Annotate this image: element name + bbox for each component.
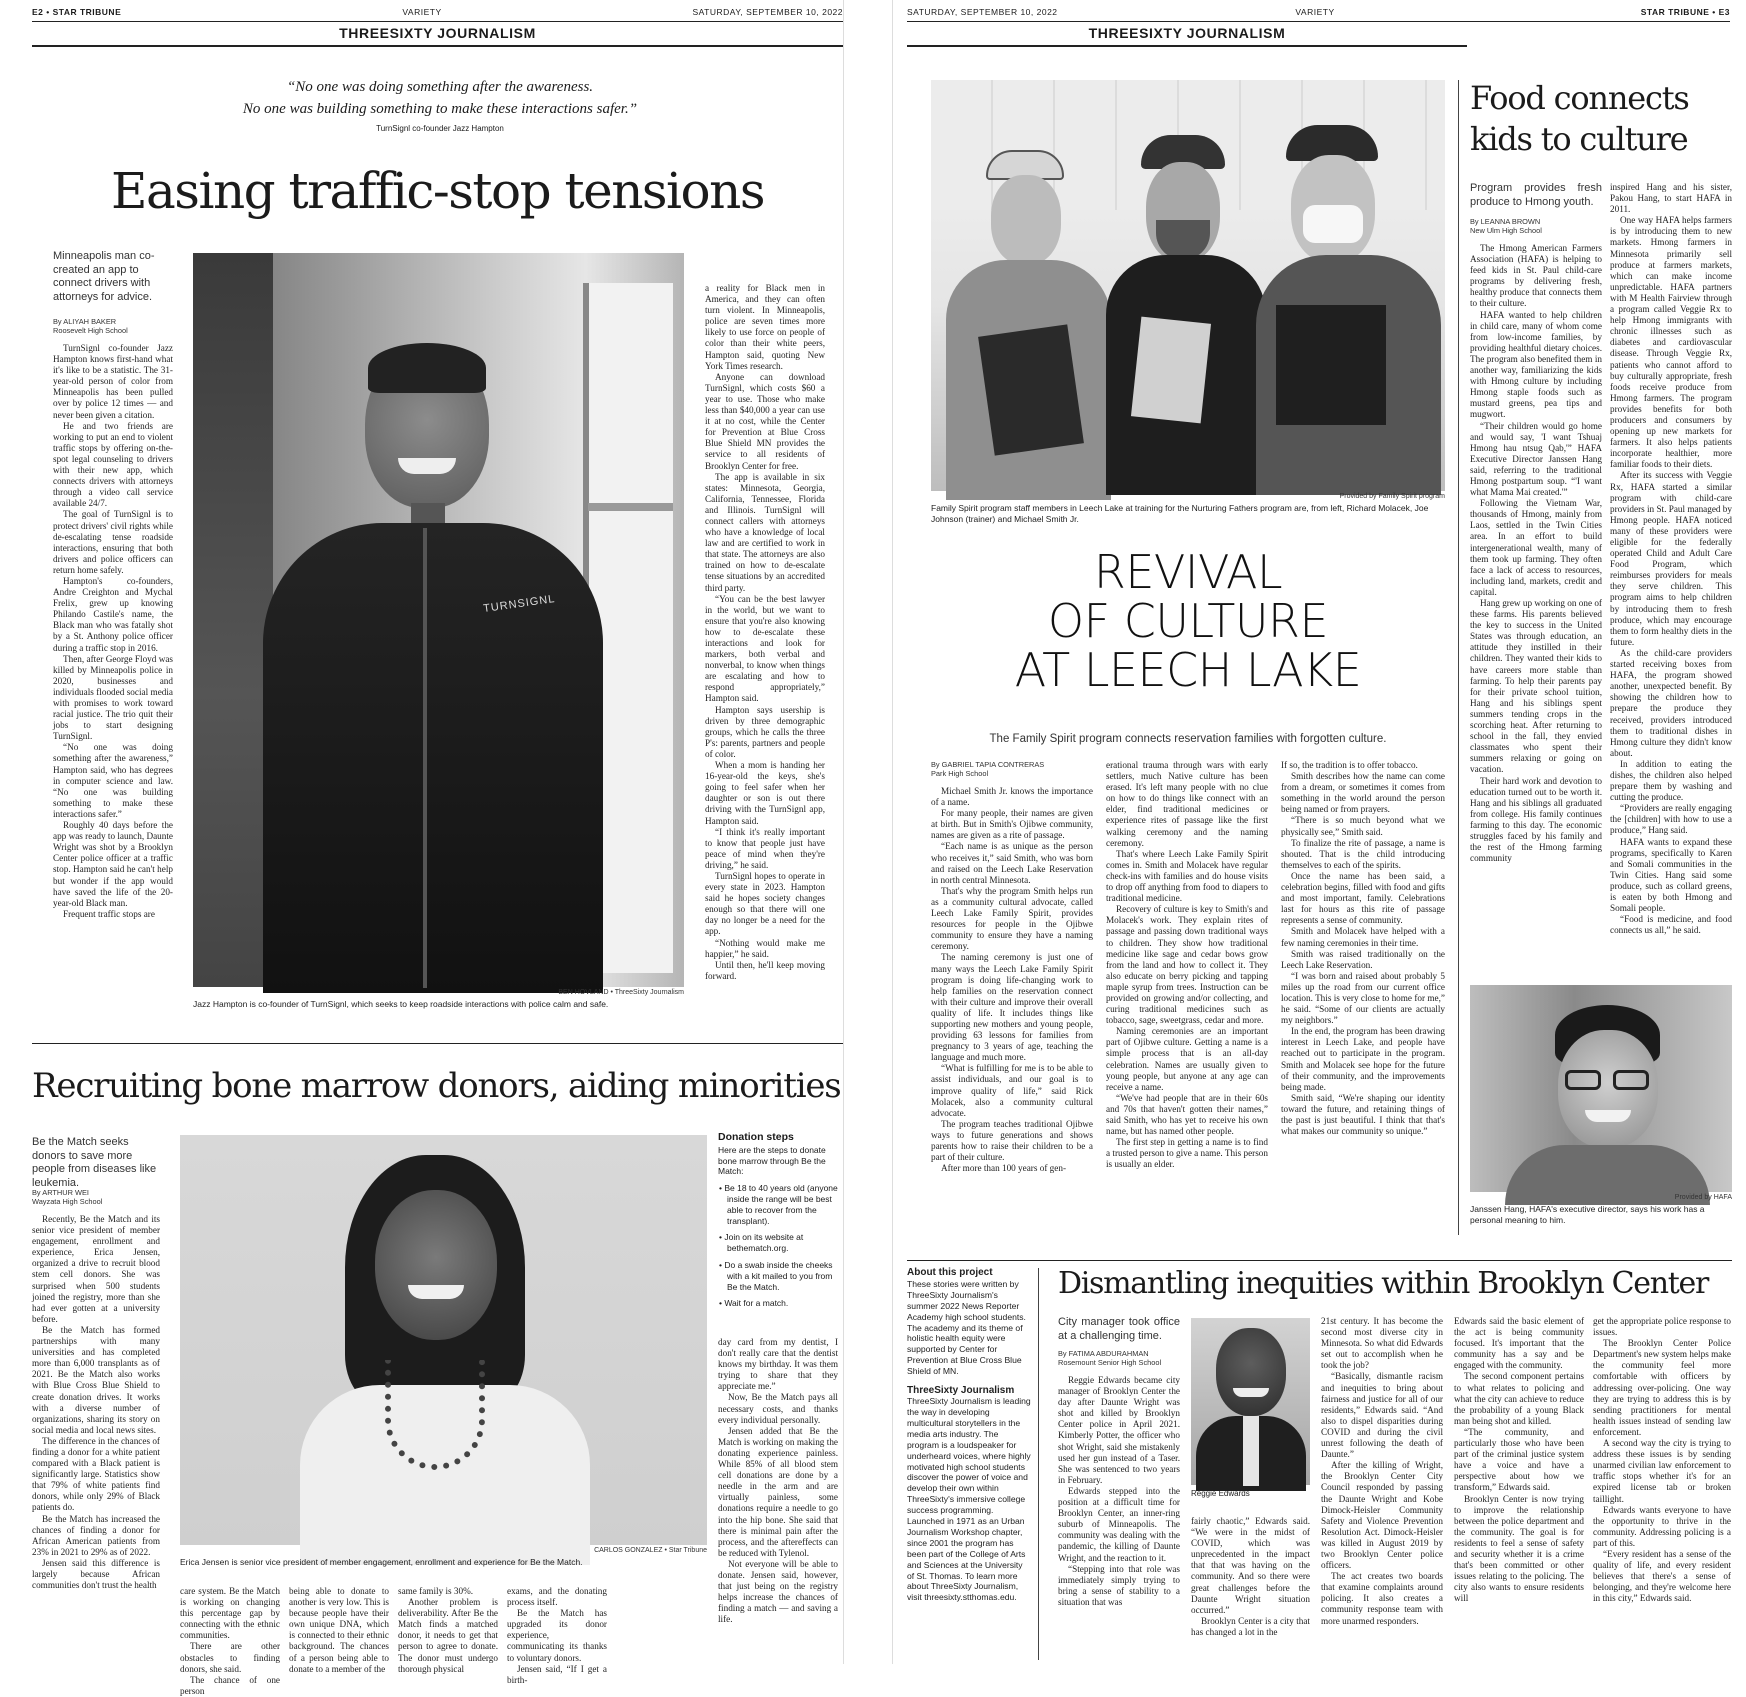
portrait-shirt (1243, 1416, 1259, 1486)
paragraph: fairly chaotic,” Edwards said. “We were in the midst of COVID, which was unprecedented in the impact that that was having on the community. And so there were great challenges before the Daunte Wright situation occurred.” (1191, 1516, 1310, 1615)
paragraph: Smith and Molacek have helped with a few naming ceremonies in their time. (1281, 926, 1445, 948)
headline: Easing traffic-stop tensions (110, 162, 765, 220)
header-rule (907, 21, 1730, 22)
paragraph: a reality for Black men in America, and they can often turn violent. In Minneapolis, police are seven times more likely to use force on people of color than their white peers, Hampton said, quoting New York Times research. (705, 283, 825, 371)
paragraph: Smith said, “We're shaping our identity toward the future, and retaining things of the past is just beautiful. I think that that's what makes our community so unique.” (1281, 1092, 1445, 1137)
paragraph: Smith was raised traditionally on the Leech Lake Reservation. (1281, 948, 1445, 970)
paragraph: care system. Be the Match is working on changing this percentage gap by connecting with the ethnic communities. (180, 1586, 280, 1641)
bc-byline: By FATIMA ABDURAHMAN (1058, 1349, 1149, 1358)
article-column-j (1593, 1316, 1731, 1662)
article-column-b (1106, 760, 1268, 1225)
paragraph: That's where Leech Lake Family Spirit comes in. Smith and Molacek have regular check-ins with families and do house visits to drop off anything from food to diapers to traditional medicine. (1106, 848, 1268, 904)
paragraph: The chance of one person (180, 1674, 280, 1696)
article-column-2 (705, 283, 825, 1010)
paragraph: After more than 100 years of gen- (941, 1163, 1067, 1174)
paragraph: Edwards wants everyone to have the opportunity to thrive in the community. Addressing policing is a part of this. (1593, 1504, 1731, 1548)
paragraph: Brooklyn Center is now trying to improve the relationship between the police department and the community. The goal is for residents to feel a sense of safety and security whether it is a crime that's been committed or other issues relating to the policing. The city also wants to ensure residents will (1454, 1493, 1584, 1604)
pull-quote-attribution: TurnSignl co-founder Jazz Hampton (376, 124, 504, 133)
paragraph: Recovery of culture is key to Smith's and Molacek's work. They explain rites of passage and passing down traditional ways to children. They show how traditional medicine like sage and cedar bows grow from the land and how to collect it. They also educate on berry picking and tapping maple syrup from trees. Instruction can be provided on growing and/or collecting, and curing traditional medicines such as tobacco, sage, sweetgrass, cedar and more. (1106, 904, 1268, 1026)
paragraph: He and two friends are working to put an end to violent traffic stops by offering on-the-spot legal counseling to drivers with their new app, which connects drivers with attorneys through a video call service available 24/7. (53, 420, 173, 509)
photo-shadow (193, 253, 273, 987)
page-folio: E2 • STAR TRIBUNE (32, 7, 122, 17)
paragraph: The first step in getting a name is to find a trusted person to give a name. This person is usually an elder. (1106, 1137, 1268, 1170)
story-divider (907, 1260, 1732, 1261)
paragraph: Until then, he'll keep moving forward. (705, 959, 825, 981)
paragraph: “Food is medicine, and food connects us all,” he said. (1610, 914, 1732, 936)
paragraph: The Hmong American Farmers Association (HAFA) is helping to feed kids in St. Paul child-care programs by delivering fresh, healthy produce that connects them to their culture. (1470, 243, 1602, 309)
person-1-face (991, 175, 1061, 265)
paragraph: 21st century. It has become the second most diverse city in Minnesota. So what did Edwards set out to accomplish when he took the job? (1321, 1316, 1443, 1371)
photo-family-spirit (931, 80, 1445, 491)
paragraph: There are other obstacles to finding donors, she said. (180, 1641, 280, 1674)
portrait-face (375, 1190, 497, 1340)
paragraph: “I think it's really important to know that people just have peace of mind when they're driving,” he said. (705, 826, 825, 870)
page-date: SATURDAY, SEPTEMBER 10, 2022 (907, 7, 1058, 17)
box-item-text: Join on its website at bethematch.org. (724, 1232, 804, 1254)
pull-quote (100, 76, 780, 120)
paragraph: After the killing of Wright, the Brooklyn Center City Council responded by passing the Daunte Wright and Kobe Dimock-Heisler Community Safety and Violence Prevention Resolution Act. Dimock-Heisler was killed in August 2019 by two Brooklyn Center police officers. (1321, 1460, 1443, 1571)
page-e2 (0, 0, 843, 1696)
photo-caption-reggie: Reggie Edwards (1191, 1489, 1250, 1498)
headline-line: kids to culture (1470, 120, 1688, 158)
portrait-smile (398, 458, 456, 474)
photo-credit-2: CARLOS GONZALEZ • Star Tribune (594, 1547, 707, 1554)
paragraph: TurnSignl co-founder Jazz Hampton knows first-hand what it's like to be a statistic. The 31-year-old person of color from Minneapolis has been pulled over by police 12 times — and never been given a citation. (53, 343, 173, 420)
pull-quote-line-2: No one was building something to make these interactions safer.” (242, 101, 638, 117)
photo-credit: Provided by Family Spirit program (1339, 493, 1445, 500)
article-column-5 (289, 1586, 389, 1674)
paragraph: The app is available in six states: Minnesota, Georgia, California, Tennessee, Florida and Illinois. TurnSignl will connect callers with attorneys who have a knowledge of local law and are certified to work in that state. The attorneys are also trained on how to de-escalate tense situations by an accredited third party. (705, 471, 825, 593)
article-column-i (1454, 1316, 1584, 1662)
deck: Minneapolis man co-created an app to connect drivers with attorneys for advice. (53, 250, 155, 303)
paragraph: If so, the tradition is to offer tobacco. (1281, 760, 1418, 770)
bc-byline-school: Rosemount Senior High School (1058, 1358, 1162, 1367)
paragraph: “Providers are really engaging the [children] with how to use a produce,” Hang said. (1610, 803, 1732, 836)
food-deck: Program provides fresh produce to Hmong youth. (1470, 182, 1602, 208)
byline: By GABRIEL TAPIA CONTRERAS (931, 760, 1045, 769)
photo-erica-jensen (180, 1135, 707, 1545)
article-column-d (1470, 182, 1602, 969)
headline-line: Food connects (1470, 79, 1689, 117)
bc-deck: City manager took office at a challenging time. (1058, 1316, 1180, 1342)
article-column-h (1321, 1316, 1443, 1662)
paragraph: Reggie Edwards became city manager of Brooklyn Center the day after Daunte Wright was shot and killed by Brooklyn Center police in April 2021. Kimberly Potter, the officer who shot Wright, said she mistakenly used her gun instead of a Taser. She was sentenced to two years in February. (1058, 1375, 1180, 1485)
paragraph: Not everyone will be able to donate. Jensen said, however, that just being on the registry helps increase the chances of finding a match — and saving a life. (718, 1558, 838, 1625)
paragraph: The difference in the chances of finding a donor for a white patient compared with a Black patient is significantly large. Statistics show that 79% of white patients find donors, while only 29% of Black patients do. (32, 1435, 160, 1513)
paragraph: Be the Match has upgraded its donor experience, communicating its thanks to voluntary donors. (507, 1608, 607, 1663)
box-item: • Join on its website at bethematch.org. (719, 1232, 804, 1254)
paragraph: That's why the program Smith helps run as a community cultural advocate, called Leech Lake Family Spirit, provides resources for people in the Ojibwe community to ensure they have a naming ceremony. (931, 885, 1093, 952)
header-rule (32, 21, 843, 22)
paragraph: Frequent traffic stops are (63, 908, 155, 919)
headline-line: OF CULTURE (1047, 594, 1329, 648)
paragraph: Jensen added that Be the Match is working on making the donating experience painless. While 85% of all blood stem cell donations are done by a needle in the arm and are virtually painless, some donations require a needle to go into the hip bone. She said that there is minimal pain after the process, and the aftereffects can be reduced with Tylenol. (718, 1425, 838, 1558)
jacket-logo: TURNSIGNL (482, 593, 557, 615)
section-name: VARIETY (402, 7, 442, 17)
slug-rule (32, 45, 843, 47)
paragraph: Michael Smith Jr. knows the importance of a name. (931, 786, 1093, 808)
box-item-text: Be 18 to 40 years old (anyone inside the range will be best able to recover from the transplant). (724, 1183, 838, 1226)
article-column-6 (398, 1586, 498, 1674)
byline-2: By ARTHUR WEI (32, 1188, 89, 1197)
about-title: About this project (907, 1267, 993, 1278)
paragraph: HAFA wants to expand these programs, specifically to Karen and Somali communities in the Twin Cities. Hang said some produce, such as collard greens, is eaten by both Hmong and Somali people. (1610, 836, 1732, 914)
paragraph: Edwards stepped into the position at a difficult time for Brooklyn Center, an inner-ring suburb of Minneapolis. The community was dealing with the pandemic, the killing of Daunte Wright, and the reaction to it. (1058, 1485, 1180, 1563)
paragraph: Anyone can download TurnSignl, which costs $60 a year to use. Those who make less than $40,000 a year can use it at no cost, while the Center for Prevention at Blue Cross Blue Shield MN provides the service to all residents of Brooklyn Center for free. (705, 371, 825, 471)
portrait-smile (1585, 1110, 1631, 1122)
article-column-1 (53, 317, 173, 1009)
photo-caption: Family Spirit program staff members in Leech Lake at training for the Nurturing Fathers program are, from left, Richard Molacek, Joe Johnson (trainer) and Michael Smith Jr. (931, 503, 1429, 524)
person-2-book (1131, 317, 1211, 424)
portrait-zipper (423, 528, 427, 988)
paragraph: “Stepping into that role was immediately simply trying to bring a sense of stability to a situation that was (1058, 1563, 1180, 1607)
article-column-g (1191, 1516, 1310, 1662)
photo-reggie-edwards (1191, 1318, 1310, 1485)
portrait-smile (1233, 1388, 1269, 1397)
portrait-glasses-right (1613, 1070, 1649, 1090)
paragraph: After its success with Veggie Rx, HAFA started a similar program with child-care providers in St. Paul managed by Hmong people. HAFA noticed many of these providers were eligible for the federally operated Child and Adult Care Food Program, which reimburses providers for meals they serve children. This program aims to help children by introducing them to fresh produce, which may encourage them to form healthy diets in the future. (1610, 470, 1732, 647)
paragraph: The naming ceremony is just one of many ways the Leech Lake Family Spirit program is doing life-changing work to help families on the reservation connect with their culture and improve their overall quality of life. It includes things like supporting new mothers and young people, providing 63 lessons for families from pregnancy to 3 years of age, teaching the language and much more. (931, 952, 1093, 1063)
paragraph: The program teaches traditional Ojibwe ways to future generations and shows parents how to raise their children to be a part of their culture. (931, 1118, 1093, 1163)
byline-school: Roosevelt High School (53, 326, 128, 335)
paragraph: In the end, the program has been drawing interest in Leech Lake, and people have reached out to participate in the program. Smith and Molacek see hope for the future of their community, and the improvements being made. (1281, 1026, 1445, 1092)
paragraph: “No one was doing something after the awareness,” Hampton said, who has degrees in computer science and law. “No one was building something to make these interactions safer.” (53, 742, 173, 819)
paragraph: Hampton says usership is driven by three demographic groups, which he calls the three P's: parents, partners and people of color. (705, 704, 825, 759)
page-gutter (843, 0, 893, 1664)
headline-line: AT LEECH LAKE (1014, 643, 1362, 697)
paragraph: “Nothing would make me happier,” he said. (705, 937, 825, 959)
paragraph: Roughly 40 days before the app was ready to launch, Daunte Wright was shot by a Brooklyn Center police officer at a traffic stop. Hampton said he can't help but wonder if the app would have saved the life of the 20-year-old Black man. (53, 820, 173, 908)
article-column-4 (180, 1586, 280, 1696)
page-folio: STAR TRIBUNE • E3 (1640, 7, 1730, 17)
paragraph: “I was born and raised about probably 5 miles up the road from our current office location. This is very close to home for me,” he said. “Some of our clients are actually my neighbors.” (1281, 970, 1445, 1026)
article-column-c (1281, 760, 1445, 1225)
paragraph: Jensen said this difference is largely because African communities don't trust the health (32, 1557, 160, 1591)
paragraph: Following the Vietnam War, thousands of Hmong, mainly from Laos, settled in the Twin Cities area. In an effort to build intergenerational wealth, many of them took up farming. They often face a lack of access to resources, including land, markets, credit and capital. (1470, 498, 1602, 597)
food-byline: By LEANNA BROWN (1470, 217, 1541, 226)
box-item-text: Wait for a match. (724, 1298, 789, 1309)
box-item: • Be 18 to 40 years old (anyone inside the range will be best able to recover from the transplant). (719, 1183, 838, 1226)
person-3-book (1276, 305, 1386, 425)
paragraph: inspired Hang and his sister, Pakou Hang, to start HAFA in 2011. (1610, 182, 1732, 215)
paragraph: Edwards said the basic element of the act is being community focused. It's important that the community has a say and be engaged with the community. (1454, 1316, 1584, 1371)
paragraph: “Basically, dismantle racism and inequities to bring about fairness and justice for all of our residents,” Edwards said. “And also to dispel disparities during COVID and during the civil unrest following the death of Daunte.” (1321, 1371, 1443, 1460)
article-column-7 (507, 1586, 607, 1685)
paragraph: “Their children would go home and would say, 'I want Tshuaj Hmong hau ntsug Qab,'” HAFA Executive Director Janssen Hang said, referring to the traditional Hmong postpartum soup. “'I want what Mama Mai created.'” (1470, 420, 1602, 498)
paragraph: As the child-care providers started receiving boxes from HAFA, the program showed another, unexpected benefit. By showing the children how to prepare the produce they received, providers introduced them to traditional dishes in Hmong culture they didn't know about. (1610, 647, 1732, 758)
paragraph: “Every resident has a sense of the quality of life, and every resident believes that there's a sense of belonging, and they're welcome here in this city,” Edwards said. (1593, 1548, 1731, 1604)
photo-caption-2: Erica Jensen is senior vice president of member engagement, enrollment and experience for Be the Match. (180, 1557, 583, 1567)
byline-school: Park High School (931, 769, 989, 778)
article-column-a (931, 760, 1093, 1225)
box-item: • Wait for a match. (719, 1298, 789, 1309)
paragraph: The second component pertains to what relates to policing and what the city can achieve to reduce the probability of a young Black man being shot and killed. (1454, 1371, 1584, 1426)
paragraph: day card from my dentist, I don't really care that the dentist knows my birthday. It was them trying to share that they appreciate me.” (718, 1337, 838, 1392)
paragraph: To finalize the rite of passage, a name is shouted. That is the child introducing themselves to each of the spirits. (1281, 837, 1445, 870)
portrait-glasses-left (1565, 1070, 1601, 1090)
paragraph: The Brooklyn Center Police Department's new system helps make the community feel more comfortable with officers by addressing over-policing. One way they are trying to address this is by sending practitioners for mental health issues instead of sending law enforcement. (1593, 1338, 1731, 1437)
headline (931, 545, 1445, 697)
paragraph: Then, after George Floyd was killed by Minneapolis police in 2020, businesses and individuals flooded social media with promises to work toward racial justice. The trio quit their jobs to start designing TurnSignl. (53, 653, 173, 742)
box-title: Donation steps (718, 1131, 794, 1143)
paragraph: Recently, Be the Match and its senior vice president of member engagement, enrollment and experience, Erica Jensen, organized a drive to recruit blood stem cell donors. She was surprised when 500 students joined the registry, more than she had ever gotten at a university before. (32, 1214, 160, 1324)
page-e3 (893, 0, 1746, 1664)
paragraph: One way HAFA helps farmers is by introducing them to new markets. Hmong farmers in Minnesota primarily sell produce at farmers markets, which can make income unpredictable. HAFA partners with M Health Fairview through a program called Veggie Rx to help Hmong immigrants with chronic illnesses such as diabetes and cardiovascular disease. Through Veggie Rx, patients who cannot afford to buy culturally appropriate, fresh foods receive produce from Hmong farmers. The program provides benefits for both producers and consumers by opening up new markets for farmers. It also helps patients incorporate healthier, more familiar foods to their diets. (1610, 215, 1732, 470)
slug-rule (907, 45, 1467, 47)
person-3-mask (1303, 205, 1363, 243)
paragraph: For many people, their names are given at birth. But in Smith's Ojibwe community, names are given as a rite of passage. (931, 808, 1093, 841)
paragraph: Now, Be the Match pays all necessary costs, and thanks every individual personally. (718, 1392, 838, 1425)
column-rule (1458, 80, 1459, 1235)
article-column-3 (32, 1188, 160, 1660)
paragraph: TurnSignl hopes to operate in every state in 2023. Hampton said he hopes society changes enough so that there will one day no longer be a need for the app. (705, 870, 825, 937)
article-column-f (1058, 1316, 1180, 1662)
paragraph: Naming ceremonies are an important part of Ojibwe culture. Getting a name is a simple process that is an all-day celebration. Names are usually given to young people, but anyone at any age can receive a name. (1106, 1026, 1268, 1092)
paragraph: Once the name has been said, a celebration begins, filled with food and gifts and most important, family. Celebrations last for hours as this rite of passage represents a sense of community. (1281, 870, 1445, 926)
paragraph: Hampton's co-founders, Andre Creighton and Mychal Frelix, grew up knowing Philando Castile's name, the Black man who was fatally shot by a St. Anthony police officer during a traffic stop in 2016. (53, 575, 173, 653)
food-byline-school: New Ulm High School (1470, 226, 1542, 235)
box-intro: Here are the steps to donate bone marrow through Be the Match: (718, 1144, 826, 1177)
bc-headline: Dismantling inequities within Brooklyn Center (1058, 1266, 1709, 1301)
photo-jazz-hampton (193, 253, 684, 987)
portrait-smile (408, 1285, 464, 1299)
paragraph: Brooklyn Center is a city that has changed a lot in the (1191, 1615, 1310, 1637)
paragraph: erational trauma through wars with early settlers, much Native culture has been erased. It's left many people with no clue on how to do things like connect with an elder, find traditional medicines or experience rites of passage like the first walking ceremony and the naming ceremony. (1106, 760, 1268, 848)
paragraph: The goal of TurnSignl is to protect drivers' civil rights while de-escalating tense roadside interactions, ensuring that both drivers and police officers can return home safely. (53, 509, 173, 575)
byline-school-2: Wayzata High School (32, 1197, 103, 1206)
paragraph: same family is 30%. (398, 1586, 474, 1596)
paragraph: The act creates two boards that examine complaints around policing. It also creates a community response team with more unarmed responders. (1321, 1571, 1443, 1626)
paragraph: “There is so much beyond what we physically see,” Smith said. (1281, 815, 1445, 837)
paragraph: A second way the city is trying to address these issues is by sending unarmed civilian law enforcement to traffic stops whether it's for an expired license tab or broken taillight. (1593, 1438, 1731, 1504)
page-date: SATURDAY, SEPTEMBER 10, 2022 (692, 7, 843, 17)
paragraph: “What is fulfilling for me is to be able to assist individuals, and our goal is to improve quality of life,” said Rick Molacek, also a community cultural advocate. (931, 1063, 1093, 1118)
paragraph: Their hard work and devotion to education turned out to be worth it. Hang and his siblings all graduated from college. His family continues farming to this day. The economic struggles faced by his family and the rest of the Hmong farming community (1470, 775, 1602, 864)
photo-caption: Jazz Hampton is co-founder of TurnSignl, which seeks to keep roadside interactions with police calm and safe. (193, 999, 609, 1009)
story-divider (32, 1043, 843, 1044)
paragraph: Hang grew up working on one of these farms. His parents believed the key to success in the United States was through education, an attitude they instilled in their children. They wanted their kids to have careers more stable than farming. To help their parents pay for their private school tuition, Hang and his siblings spent summers tending crops in the scorching heat. After returning to school in the fall, they envied classmates who spent their summers relaxing or going on vacation. (1470, 598, 1602, 775)
article-column-e (1610, 182, 1732, 969)
article-column-8 (718, 1337, 838, 1625)
paragraph: When a mom is handing her 16-year-old the keys, she's going to feel safer when her daughter or son is out there driving with the TurnSignl app, Hampton said. (705, 760, 825, 826)
person-1-book (978, 324, 1084, 455)
section-slug: THREESIXTY JOURNALISM (339, 25, 536, 41)
headline-line: REVIVAL (1093, 545, 1283, 599)
paragraph: Jensen said, “If I get a birth- (507, 1663, 607, 1685)
paragraph: Another problem is deliverability. After Be the Match finds a matched donor, it needs to get that person to agree to donate. The donor must undergo thorough physical (398, 1597, 498, 1674)
paragraph: “Each name is as unique as the person who receives it,” said Smith, who was born and raised on the Leech Lake Reservation in north central Minnesota. (931, 841, 1093, 885)
paragraph: Be the Match has increased the chances of finding a donor for African American patients from 23% in 2021 to 29% as of 2022. (32, 1513, 160, 1557)
deck-2: Be the Match seeks donors to save more people from diseases like leukemia. (32, 1136, 157, 1189)
paragraph: HAFA wanted to help children in child care, many of whom come from low-income families, by providing healthful dietary choices. The program also benefited them in another way, familiarizing the kids with Hmong culture by including Hmong staple foods such as mustard greens, pea tips and mugwort. (1470, 309, 1602, 420)
paragraph: “We've had people that are in their 60s and 70s that haven't gotten their names,” said Smith, who has yet to receive his own name, but has named other people. (1106, 1092, 1268, 1137)
pull-quote-line-1: “No one was doing something after the awareness. (286, 79, 594, 95)
section-name: VARIETY (1295, 7, 1335, 17)
headline-2: Recruiting bone marrow donors, aiding minorities (32, 1066, 841, 1106)
portrait-hair (368, 343, 486, 393)
about-text: These stories were written by ThreeSixty Journalism's summer 2022 News Reporter Academy high school students. The academy and its theme of holistic health equity were supported by Center for Prevention at Blue Cross Blue Shield of MN. (907, 1278, 1026, 1377)
box-item-text: Do a swab inside the cheeks with a kit mailed to you from Be the Match. (724, 1259, 833, 1292)
threesixty-text: ThreeSixty Journalism is leading the way in developing multicultural storytellers in the media arts industry. The program is a loudspeaker for underheard voices, where highly motivated high school students discover the power of voice and develop their own within ThreeSixty's immersive college success programming. Launched in 1971 as an Urban Journalism Workshop chapter, since 2001 the program has been part of the College of Arts and Sciences at the University of St. Thomas. To learn more about ThreeSixty Journalism, visit threesixty.stthomas.edu. (907, 1396, 1031, 1603)
photo-janssen-hang (1470, 985, 1732, 1192)
deck: The Family Spirit program connects reservation families with forgotten culture. (989, 733, 1387, 745)
photo-window-bar (588, 503, 673, 511)
photo-credit-hang: Provided by HAFA (1674, 1194, 1732, 1201)
photo-caption-hang: Janssen Hang, HAFA's executive director, says his work has a personal meaning to him. (1470, 1204, 1705, 1225)
paragraph: Be the Match has formed partnerships with many universities and has completed more than 6,000 transplants as of 2021. Be the Match also works with Blue Cross Blue Shield to create donation drives. It works with a diverse number of organizations, sharing its story on social media and local news sites. (32, 1324, 160, 1435)
box-item: • Do a swab inside the cheeks with a kit mailed to you from Be the Match. (719, 1259, 833, 1292)
paragraph: being able to donate to another is very low. This is because people have their own unique DNA, which is connected to their ethnic background. The chances of a person being able to donate to a member of the (289, 1586, 389, 1674)
column-rule (1038, 1268, 1039, 1660)
threesixty-title: ThreeSixty Journalism (907, 1385, 1015, 1397)
paragraph: In addition to eating the dishes, the children also helped prepare them by washing and cutting the produce. (1610, 758, 1732, 803)
portrait-necklace (385, 1360, 485, 1470)
paragraph: get the appropriate police response to issues. (1593, 1316, 1731, 1338)
paragraph: “You can be the best lawyer in the world, but we want to ensure that you're also knowing how to de-escalate these interactions and look for markers, both verbal and nonverbal, to know when things are escalating and how to respond appropriately,” Hampton said. (705, 593, 825, 704)
paragraph: exams, and the donating process itself. (507, 1586, 607, 1608)
food-headline (1470, 78, 1732, 160)
byline: By ALIYAH BAKER (53, 317, 117, 326)
section-slug: THREESIXTY JOURNALISM (1088, 25, 1286, 41)
portrait-face (1216, 1328, 1286, 1416)
about-project-box (907, 1268, 1031, 1603)
paragraph: “The community, and particularly those who have been part of the criminal justice system have a voice and have a perspective about how we transform,” Edwards said. (1454, 1426, 1584, 1493)
photo-credit: BEN HOVLAND • ThreeSixty Journalism (558, 989, 684, 996)
paragraph: Smith describes how the name can come from a dream, or sometimes it comes from something in the world around the person being named or from prayers. (1281, 771, 1445, 815)
donation-steps-box (718, 1132, 838, 1315)
